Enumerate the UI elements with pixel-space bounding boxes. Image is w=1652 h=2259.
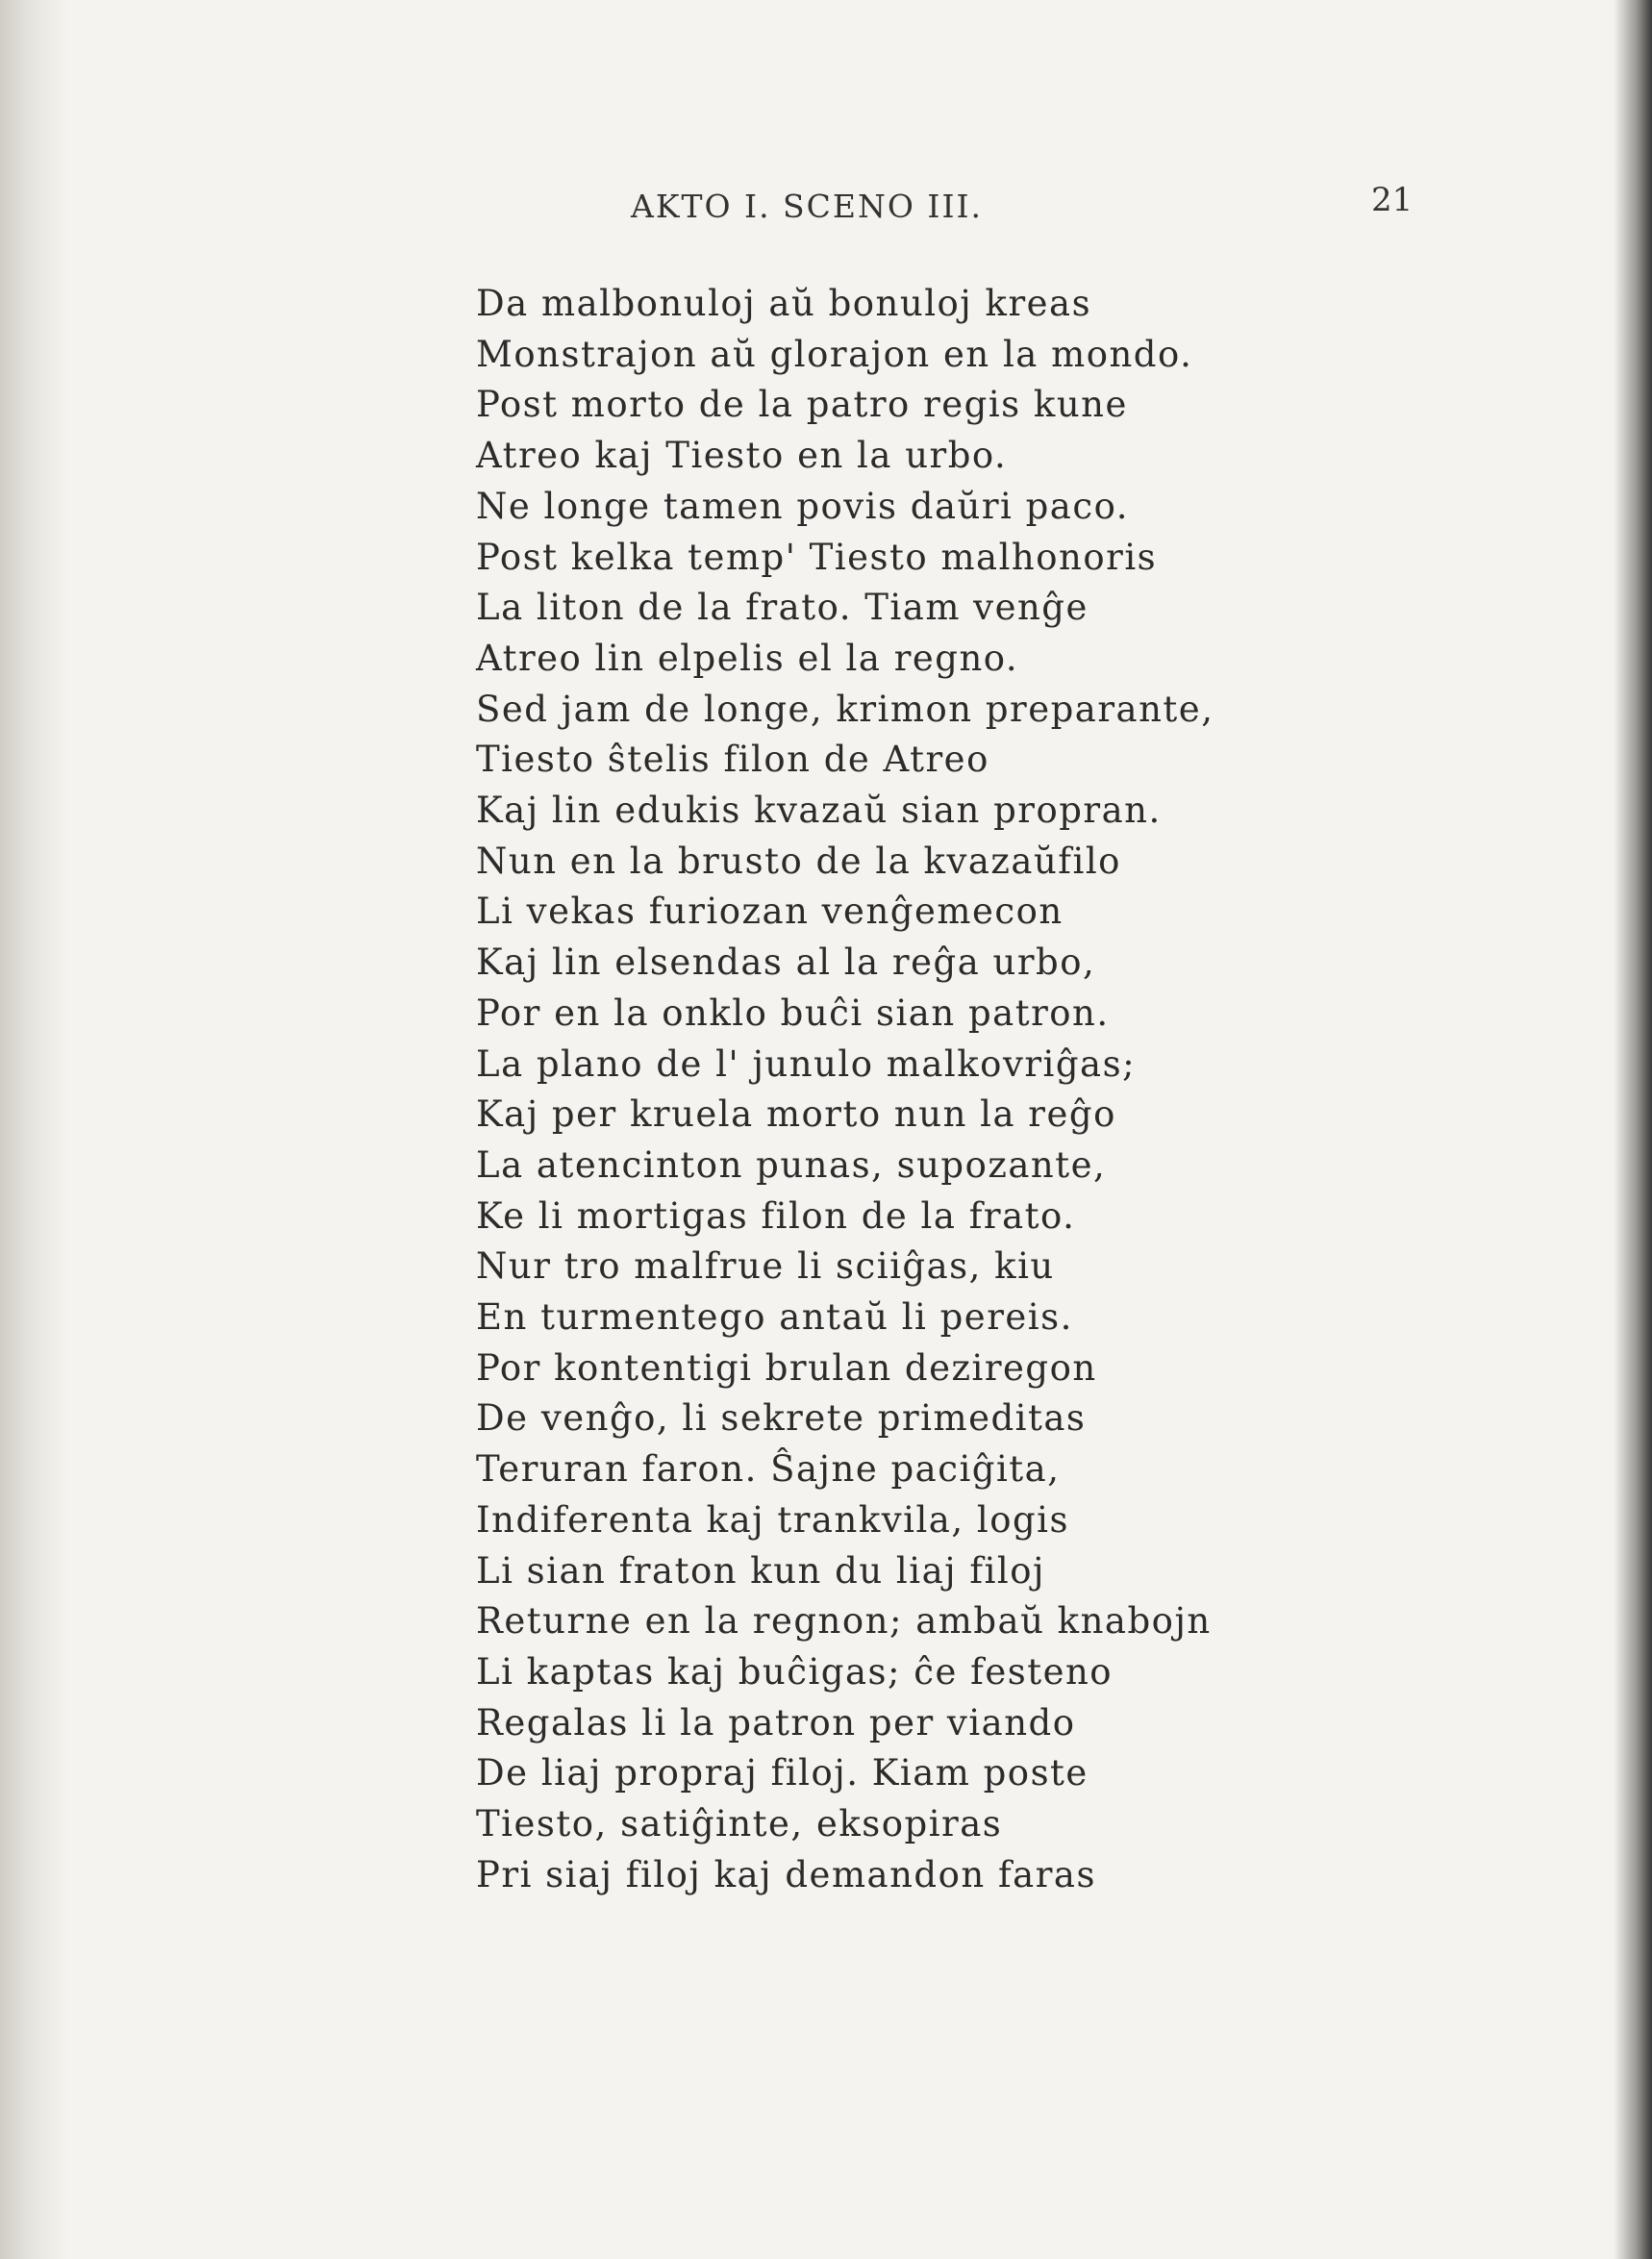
verse-line: La liton de la frato. Tiam venĝe — [476, 587, 1089, 629]
verse-line: De venĝo, li sekrete primeditas — [476, 1397, 1087, 1440]
verse-line: Indiferenta kaj trankvila, logis — [476, 1498, 1070, 1541]
verse-line: En turmentego antaŭ li pereis. — [476, 1296, 1073, 1339]
verse-line: Sed jam de longe, krimon preparante, — [476, 688, 1214, 730]
verse-line: Monstrajon aŭ glorajon en la mondo. — [476, 333, 1193, 375]
verse-line: Teruran faron. Ŝajne paciĝita, — [476, 1448, 1061, 1491]
verse-line: Li sian fraton kun du liaj filoj — [476, 1549, 1045, 1592]
verse-line: Por kontentigi brulan deziregon — [476, 1346, 1097, 1389]
verse-line: Returne en la regnon; ambaŭ knabojn — [476, 1600, 1212, 1643]
verse-line: Kaj lin edukis kvazaŭ sian propran. — [476, 790, 1162, 832]
verse-line: Atreo lin elpelis el la regno. — [476, 637, 1019, 679]
verse-line: La atencinton punas, supozante, — [476, 1143, 1107, 1186]
verse-line: La plano de l' junulo malkovriĝas; — [476, 1042, 1137, 1085]
verse-line: Ne longe tamen povis daŭri paco. — [476, 485, 1129, 527]
verse-line: Da malbonuloj aŭ bonuloj kreas — [476, 283, 1092, 324]
verse-line: Por en la onklo buĉi sian patron. — [476, 991, 1110, 1034]
verse-line: Post kelka temp' Tiesto malhonoris — [476, 536, 1158, 578]
verse-line: Nur tro malfrue li sciiĝas, kiu — [476, 1245, 1055, 1288]
verse-line: Post morto de la patro regis kune — [476, 384, 1128, 426]
verse-line: Li kaptas kaj buĉigas; ĉe festeno — [476, 1650, 1114, 1693]
verse-line: Ke li mortigas filon de la frato. — [476, 1194, 1076, 1237]
page-number: 21 — [1371, 181, 1414, 219]
verse-line: Kaj per kruela morto nun la reĝo — [476, 1093, 1116, 1136]
verse-line: Tiesto, satiĝinte, eksopiras — [476, 1803, 1003, 1845]
verse-line: Regalas li la patron per viando — [476, 1701, 1076, 1744]
verse-line: Li vekas furiozan venĝemecon — [476, 891, 1064, 933]
verse-block — [476, 279, 1214, 1901]
verse-line: Pri siaj filoj kaj demandon faras — [476, 1853, 1096, 1895]
verse-line: Kaj lin elsendas al la reĝa urbo, — [476, 941, 1096, 984]
verse-line: Atreo kaj Tiesto en la urbo. — [476, 435, 1008, 477]
running-head: AKTO I. SCENO III. — [631, 188, 984, 225]
page-edge-shadow-left — [0, 0, 67, 2259]
verse-line: De liaj propraj filoj. Kiam poste — [476, 1752, 1089, 1795]
verse-line: Tiesto ŝtelis filon de Atreo — [476, 739, 989, 781]
page-edge-shadow-right — [1614, 0, 1652, 2259]
verse-line: Nun en la brusto de la kvazaŭfilo — [476, 840, 1121, 882]
